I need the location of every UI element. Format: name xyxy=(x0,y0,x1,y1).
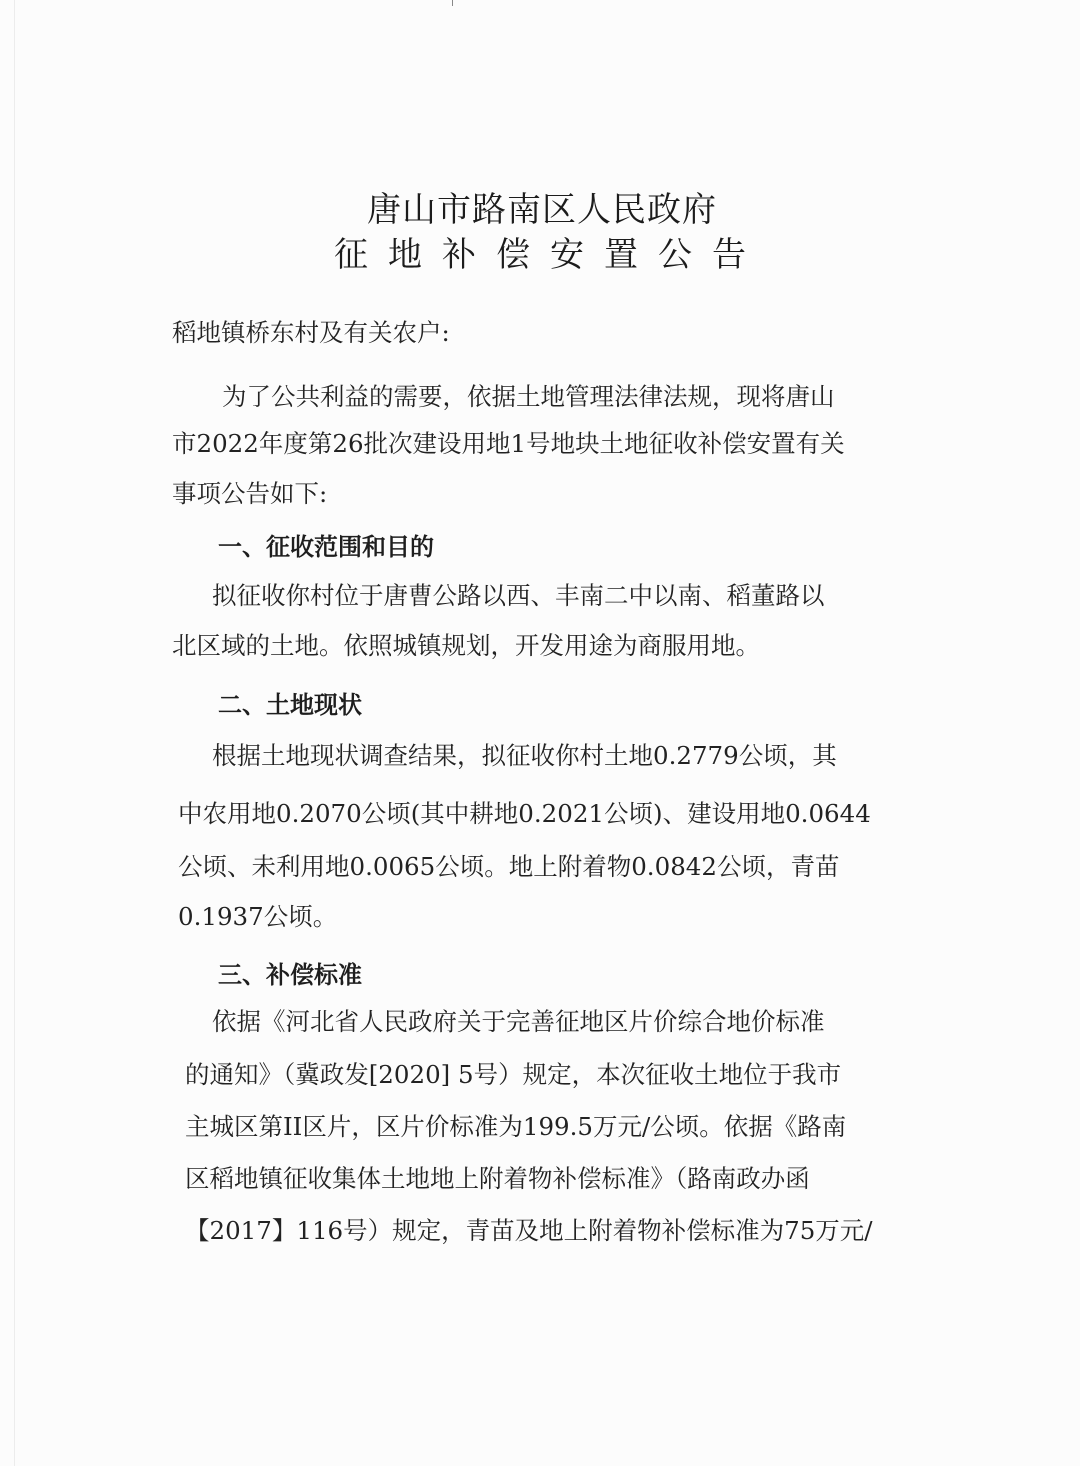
section-2-line-2: 中农用地0.2070公顷(其中耕地0.2021公顷)、建设用地0.0644 xyxy=(178,799,871,828)
document-title-subject: 征地补偿安置公告 xyxy=(334,235,766,275)
intro-line-3: 事项公告如下: xyxy=(172,479,328,508)
section-3-line-4: 区稻地镇征收集体土地地上附着物补偿标准》（路南政办函 xyxy=(185,1164,810,1193)
section-3-line-5: 【2017】116号）规定，青苗及地上附着物补偿标准为75万元/ xyxy=(185,1216,873,1245)
section-1-line-1: 拟征收你村位于唐曹公路以西、丰南二中以南、稻董路以 xyxy=(212,581,825,610)
section-2-line-4: 0.1937公顷。 xyxy=(178,902,338,931)
intro-line-1: 为了公共利益的需要，依据土地管理法律法规，现将唐山 xyxy=(222,382,835,411)
document-title-issuer: 唐山市路南区人民政府 xyxy=(367,190,717,230)
section-2-heading: 二、土地现状 xyxy=(218,691,362,719)
intro-line-2: 市2022年度第26批次建设用地1号地块土地征收补偿安置有关 xyxy=(172,429,845,458)
section-3-line-2: 的通知》（冀政发[2020] 5号）规定，本次征收土地位于我市 xyxy=(185,1060,842,1089)
section-3-line-3: 主城区第II区片，区片价标准为199.5万元/公顷。依据《路南 xyxy=(185,1112,847,1141)
section-2-line-3: 公顷、未利用地0.0065公顷。地上附着物0.0842公顷，青苗 xyxy=(178,852,840,881)
section-2-line-1: 根据土地现状调查结果，拟征收你村土地0.2779公顷，其 xyxy=(212,741,837,770)
section-1-heading: 一、征收范围和目的 xyxy=(218,533,434,561)
section-3-line-1: 依据《河北省人民政府关于完善征地区片价综合地价标准 xyxy=(212,1007,825,1036)
section-1-line-2: 北区域的土地。依照城镇规划，开发用途为商服用地。 xyxy=(172,631,760,660)
scan-mark xyxy=(452,0,453,6)
section-3-heading: 三、补偿标准 xyxy=(218,961,362,989)
addressee: 稻地镇桥东村及有关农户: xyxy=(172,318,450,347)
